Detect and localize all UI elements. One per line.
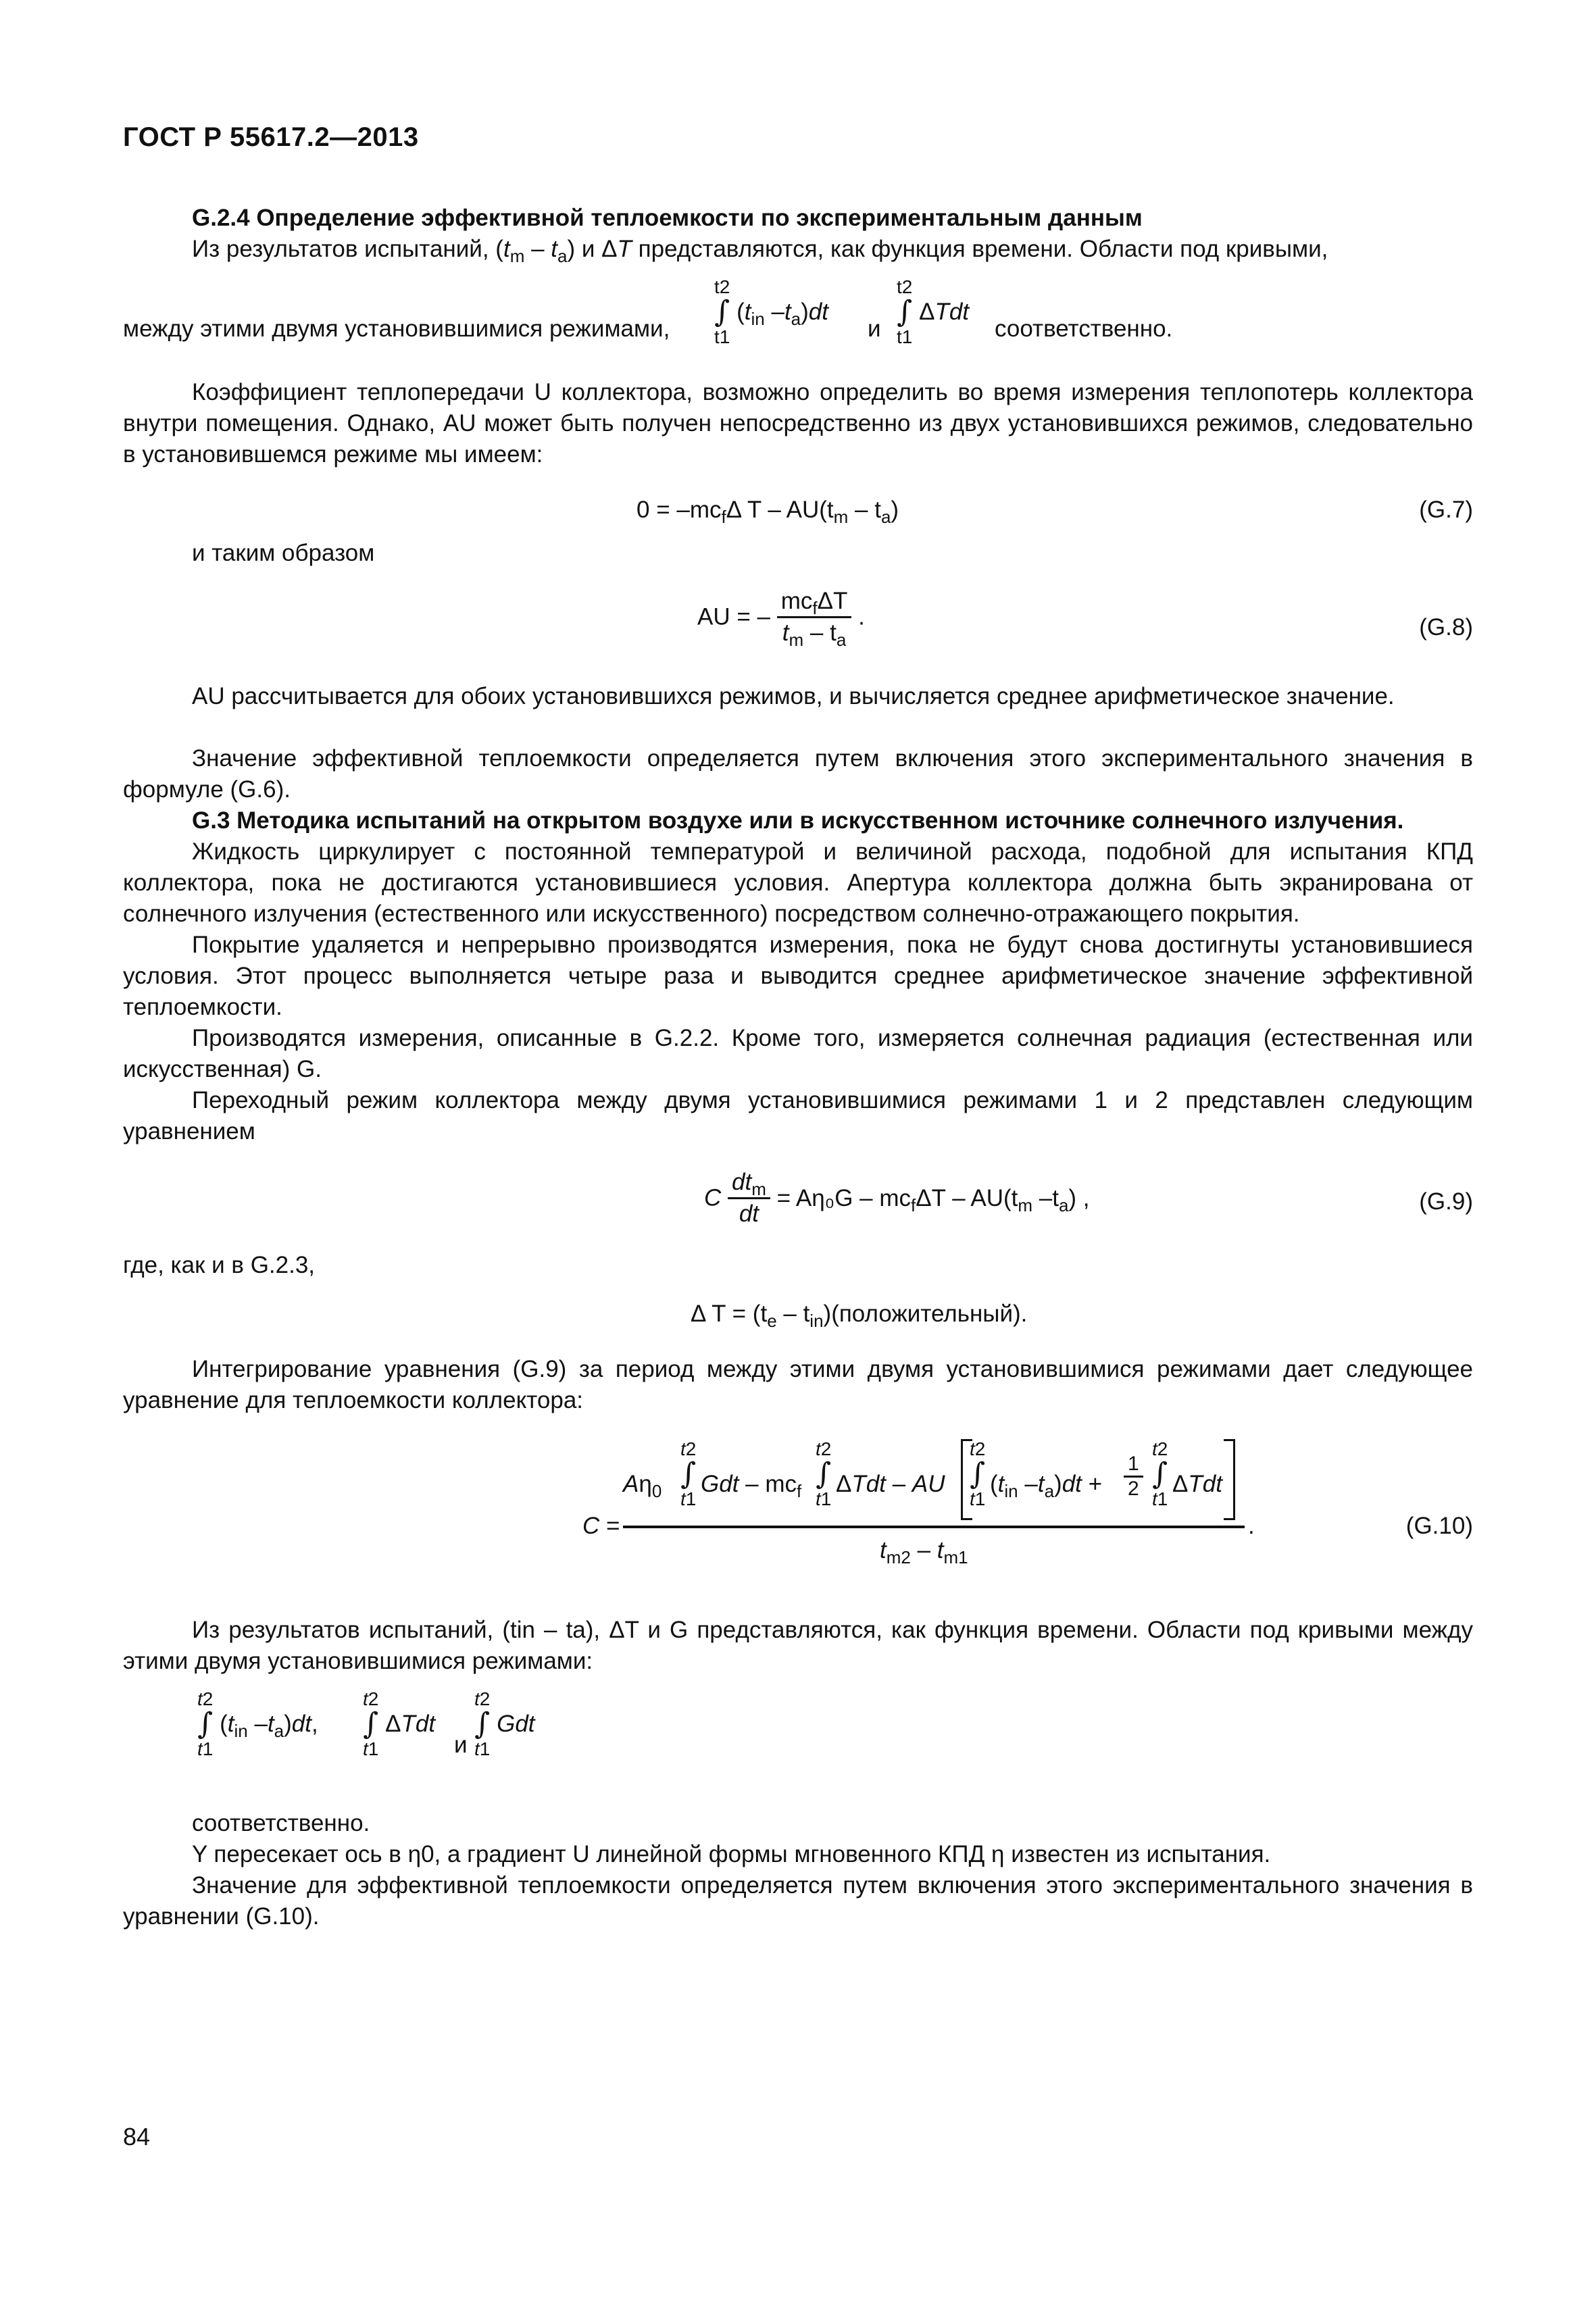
paragraph-heat-transfer: Коэффициент теплопередачи U коллектора, возможно определить во время измерения теплопотерь коллектора внутри помещения. Однако, AU может быть получен непосредственно из двух установившихся режимов, следовательно в установившемся режиме мы имеем: bbox=[123, 379, 1473, 468]
text: –t bbox=[1032, 1184, 1059, 1211]
integral-areas-row: t2 ∫ t1 ($t_{in}$ $-t_a)dt$, t2 ∫ t1 ΔTdt и t2 ∫ t1 Gdt bbox=[197, 1688, 535, 1759]
paragraph-final: Значение для эффективной теплоемкости определяется путем включения этого экспериментального значения в уравнении (G.10). bbox=[123, 1872, 1473, 1930]
text: – t bbox=[776, 1301, 810, 1327]
fraction-dtm-dt: $\frac{dt_m}{dt}$ bbox=[728, 1167, 770, 1229]
text: Из результатов испытаний, ( bbox=[192, 236, 503, 262]
fraction: $\frac{mc_f\Delta T}{t_m - t_a}$ bbox=[777, 586, 852, 648]
text: – t bbox=[848, 497, 881, 523]
integral-sign: t2 ∫ t1 bbox=[1152, 1438, 1168, 1509]
paragraph-integration: Интегрирование уравнения (G.9) за период между этими двумя установившимися режимами дает следующее уравнение для теплоемкости коллектора: bbox=[123, 1356, 1473, 1413]
equation-g9: C $\frac{dt_m}{dt}$ = $A\eta_0G - mc_f\Delta T - AU(t_m$ $-t_a$) , bbox=[704, 1167, 1090, 1229]
document-header: ГОСТ Р 55617.2—2013 bbox=[123, 122, 419, 152]
integral-sign: t2 ∫ t1 bbox=[474, 1688, 491, 1759]
text: Δ T – AU(t bbox=[726, 497, 834, 523]
text: Δ T = (t bbox=[691, 1301, 768, 1327]
paragraph-g3-measurements: Производятся измерения, описанные в G.2.2. Кроме того, измеряется солнечная радиация (естественная или искусственная) G. bbox=[123, 1025, 1473, 1082]
text: ΔT bbox=[817, 588, 848, 614]
paragraph-g3-results: Из результатов испытаний, (tin – ta), ΔT и G представляются, как функция времени. Области под кривыми между этими двумя установившимися режимами: bbox=[123, 1617, 1473, 1674]
text: )(положительный). bbox=[823, 1301, 1028, 1327]
integral-g: t2 ∫ t1 Gdt bbox=[474, 1688, 535, 1759]
equation-delta-t-definition: Δ $T = (t_e$ – $t_{in})(положительный)$. bbox=[691, 1301, 1028, 1331]
paragraph-g24-results: Из результатов испытаний, $(t_m - t_a)$ и ΔT представляются, как функция времени. Области под кривыми, bbox=[192, 236, 1328, 266]
integral-areas-line bbox=[123, 277, 1473, 378]
equation-number-g9: (G.9) bbox=[1419, 1188, 1473, 1215]
text-and: и bbox=[868, 316, 881, 342]
text: – t bbox=[803, 620, 837, 646]
text-thus: и таким образом bbox=[192, 540, 375, 566]
equation-g10: C = $A\eta_0$ t2 ∫ t1 Gdt – $mc_f$ t2 ∫ t1 ΔTdt – AU t2 ∫ t1 ($t_{in}$ $-t_a)dt$ + $\frac{1}{2}$ t2 ∫ t1 ΔTdt . $t_{m2} - t_{m1}$ bbox=[582, 1438, 1255, 1567]
paragraph-g3-transient: Переходный режим коллектора между двумя установившимися режимами 1 и 2 представлен следующим уравнением bbox=[123, 1087, 1473, 1145]
text: ) и Δ bbox=[567, 236, 618, 262]
text-respectively: соответственно. bbox=[995, 316, 1173, 342]
integral-sign: t2 ∫ t1 bbox=[197, 1688, 214, 1759]
section-title-g24: G.2.4 Определение эффективной теплоемкости по экспериментальным данным bbox=[192, 205, 1143, 231]
integral-sign: t2 ∫ t1 bbox=[680, 1438, 697, 1509]
text: t bbox=[782, 620, 789, 646]
integral-tin-ta: t2 ∫ t1 ($t_{in}$ $-t_a)dt$, bbox=[197, 1688, 318, 1759]
page-number: 84 bbox=[123, 2123, 151, 2150]
equation-number-g7: (G.7) bbox=[1419, 497, 1473, 523]
paragraph-y-intercept: Y пересекает ось в η0, а градиент U линейной формы мгновенного КПД η известен из испытания. bbox=[192, 1841, 1271, 1867]
integral-tin-ta: t2 ∫ t1 ($t_{in}$ $-t_a)dt$ bbox=[714, 276, 828, 347]
integral-delta-t: t2 ∫ t1 ΔTdt bbox=[363, 1688, 436, 1759]
integral-sign: t2 ∫ t1 bbox=[970, 1438, 986, 1509]
integral-sign: t2 ∫ t1 bbox=[363, 1688, 379, 1759]
equation-g10-denominator: $t_{m2} - t_{m1}$ bbox=[880, 1537, 968, 1567]
equation-number-g10: (G.10) bbox=[1405, 1513, 1473, 1539]
text: AU = – bbox=[697, 603, 770, 630]
text: 0 = –mc bbox=[637, 497, 722, 523]
text-respectively: соответственно. bbox=[192, 1810, 370, 1836]
equation-g10-numerator: $A\eta_0$ t2 ∫ t1 Gdt – $mc_f$ t2 ∫ t1 ΔTdt – AU t2 ∫ t1 ($t_{in}$ $-t_a)dt$ + $\frac{1}{2}$ t2 ∫ t1 ΔTdt bbox=[623, 1439, 1255, 1507]
fraction-half: $\frac{1}{2}$ bbox=[1124, 1453, 1143, 1501]
paragraph-au: AU рассчитывается для обоих установившихся режимов, и вычисляется среднее арифметическое значение. bbox=[192, 683, 1395, 709]
integral-sign: t2 ∫ t1 bbox=[816, 1438, 832, 1509]
text: ) , bbox=[1068, 1184, 1090, 1211]
equation-number-g8: (G.8) bbox=[1419, 614, 1473, 640]
fraction-bar bbox=[623, 1526, 1245, 1528]
text: представляются, как функция времени. Области под кривыми, bbox=[631, 236, 1328, 262]
integral-delta-t: t2 ∫ t1 ΔTdt bbox=[897, 276, 970, 347]
text-where: где, как и в G.2.3, bbox=[123, 1252, 316, 1278]
paragraph-effective-capacity: Значение эффективной теплоемкости определяется путем включения этого экспериментального значения в формуле (G.6). bbox=[123, 745, 1473, 803]
equation-g7: $0 = -mc_f\Delta$ T – $AU(t_m - t_a)$ bbox=[637, 497, 899, 527]
integral-sign: t2 ∫ t1 bbox=[714, 276, 730, 347]
integral-sign: t2 ∫ t1 bbox=[897, 276, 913, 347]
text: mc bbox=[780, 588, 813, 614]
paragraph-g3-fluid: Жидкость циркулирует с постоянной температурой и величиной расхода, подобной для испытания КПД коллектора, пока не достигаются установившиеся условия. Апертура коллектора должна быть экранирована от солнечного излучения (естественного или искусственного) посредством солнечно-отражающего покрытия. bbox=[123, 838, 1473, 927]
equation-g8: AU = – $\frac{mc_f\Delta T}{t_m - t_a}$ . bbox=[697, 588, 865, 650]
bracket: t2 ∫ t1 ($t_{in}$ $-t_a)dt$ + $\frac{1}{2}$ t2 ∫ t1 ΔTdt bbox=[961, 1439, 1235, 1520]
paragraph-g3-cover: Покрытие удаляется и непрерывно производятся измерения, пока не будут снова достигнуты установившиеся условия. Этот процесс выполняется четыре раза и выводится среднее арифметическое значение эффективной теплоемкости. bbox=[123, 932, 1473, 1020]
section-title-g3: G.3 Методика испытаний на открытом воздухе или в искусственном источнике солнечного излучения. bbox=[192, 807, 1404, 834]
document-page bbox=[123, 0, 1473, 2314]
text: ) bbox=[891, 497, 899, 523]
text: ΔT – AU(t bbox=[916, 1184, 1018, 1211]
text: = Aη₀G – mc bbox=[776, 1184, 911, 1211]
text-lead: между этими двумя установившимися режимами, bbox=[123, 316, 670, 342]
